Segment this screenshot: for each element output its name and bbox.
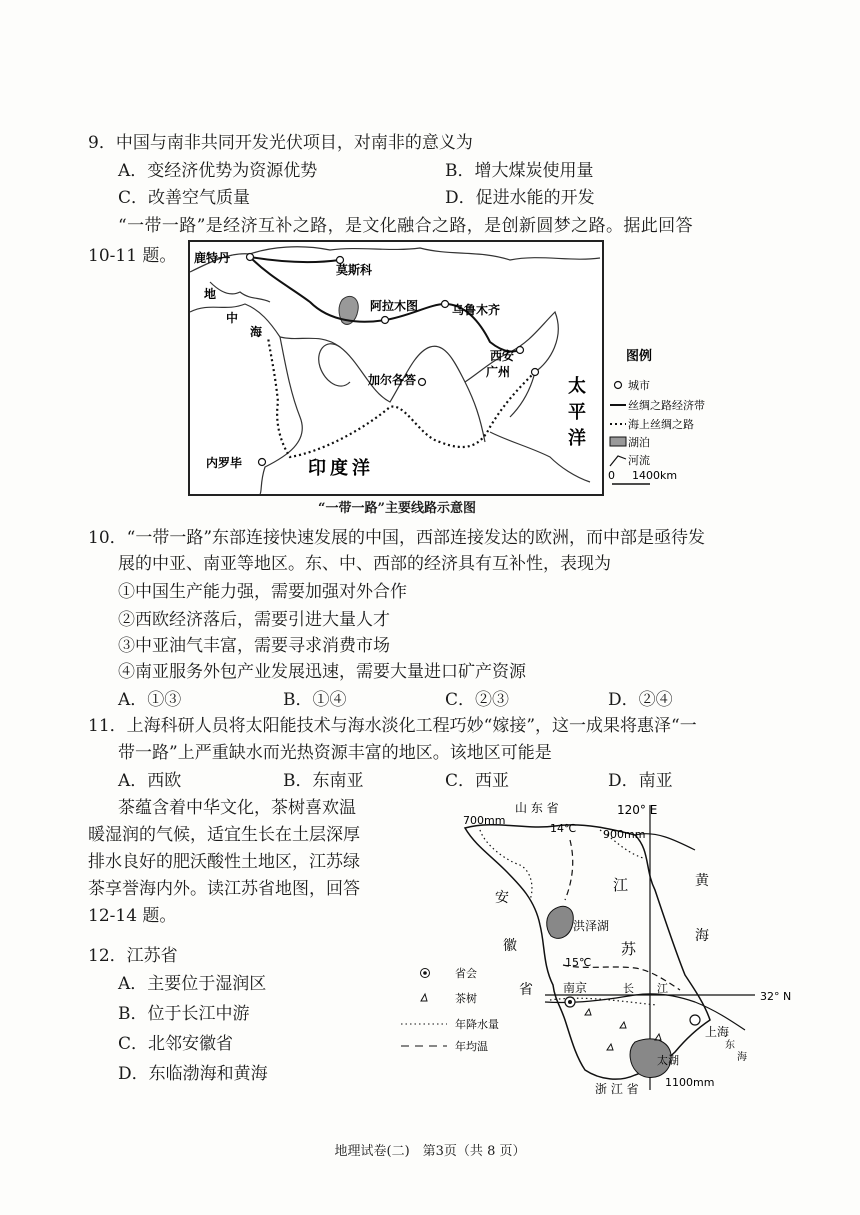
label-su: 苏 (621, 940, 637, 958)
q9-option-c: C．改善空气质量 (118, 188, 251, 208)
label-guangzhou: 广州 (486, 365, 511, 379)
q11-option-b: B．东南亚 (283, 771, 364, 791)
q10-option-b: B．①④ (283, 690, 347, 710)
legend-lake: 湖泊 (628, 436, 650, 449)
belt-road-map (188, 240, 604, 496)
q10-item-1: ①中国生产能力强，需要加强对外合作 (118, 582, 407, 602)
hongze-lake (547, 906, 574, 938)
label-taihu: 太湖 (657, 1054, 679, 1067)
q11-stem-2: 带一路”上严重缺水而光热资源丰富的地区。该地区可能是 (118, 743, 552, 763)
label-pacific-2: 平 (568, 402, 586, 423)
label-urumqi: 乌鲁木齐 (452, 303, 501, 317)
map1-caption: “一带一路”主要线路示意图 (318, 501, 476, 516)
map1-legend (606, 344, 706, 494)
q12-option-b: B．位于长江中游 (118, 1004, 250, 1024)
label-xian: 西安 (490, 349, 515, 363)
belt-road-legend (190, 242, 602, 494)
jiangsu-outline (465, 825, 710, 1079)
legend-city: 城市 (628, 379, 650, 392)
label-hui: 徽 (503, 938, 517, 954)
shanghai-icon (690, 1015, 700, 1025)
q12-option-d: D．东临渤海和黄海 (118, 1064, 268, 1084)
q10-stem-2: 展的中亚、南亚等地区。东、中、西部的经济具有互补性，表现为 (118, 554, 611, 574)
label-hai2: 海 (737, 1052, 747, 1063)
label-pacific-1: 太 (568, 376, 586, 397)
legend-tea: 茶树 (455, 992, 477, 1005)
label-an: 安 (495, 890, 509, 906)
label-zhejiang: 浙 江 省 (595, 1082, 639, 1096)
q12-option-c: C．北邻安徽省 (118, 1034, 234, 1054)
intro-12-14-line3: 排水良好的肥沃酸性土地区，江苏绿 (88, 852, 360, 872)
label-shandong: 山 东 省 (515, 801, 559, 815)
label-nanjing: 南京 (563, 981, 588, 995)
label-pacific-3: 洋 (568, 428, 586, 449)
intro-10-11-line2: 10-11 题。 (88, 246, 177, 266)
q10-item-2: ②西欧经济落后，需要引进大量人才 (118, 610, 390, 630)
q10-stem-1: 10．“一带一路”东部连接快速发展的中国，西部连接发达的欧洲，而中部是亟待发 (88, 528, 706, 548)
q10-option-c: C．②③ (445, 690, 510, 710)
legend-capital: 省会 (455, 967, 477, 980)
label-med-2: 中 (226, 311, 239, 325)
q9-option-d: D．促进水能的开发 (445, 188, 595, 208)
label-almaty: 阿拉木图 (370, 299, 419, 313)
jiangsu-map (395, 790, 795, 1100)
q10-option-a: A．①③ (118, 690, 182, 710)
intro-12-14-line2: 暖湿润的气候，适宜生长在土层深厚 (88, 825, 360, 845)
isotherm-14 (565, 840, 573, 900)
legend-precip: 年降水量 (455, 1018, 499, 1031)
q11-option-a: A．西欧 (118, 771, 182, 791)
label-14c: 14℃ (550, 822, 577, 835)
intro-10-11-line1: “一带一路”是经济互补之路，是文化融合之路，是创新圆梦之路。据此回答 (118, 216, 693, 236)
label-1100mm: 1100mm (665, 1076, 715, 1089)
label-indian-ocean: 印度洋 (308, 458, 374, 479)
label-moscow: 莫斯科 (336, 263, 373, 277)
q9-option-b: B．增大煤炭使用量 (445, 161, 594, 181)
page-footer: 地理试卷(二) 第3页（共 8 页） (334, 1144, 526, 1159)
label-shanghai: 上海 (705, 1025, 730, 1039)
legend-lake-icon (610, 437, 626, 446)
q12-option-a: A．主要位于湿润区 (118, 974, 267, 994)
q12-stem: 12．江苏省 (88, 946, 178, 966)
intro-12-14-line5: 12-14 题。 (88, 906, 177, 926)
legend-city-icon (615, 382, 622, 389)
legend-scale-km: 1400km (632, 469, 678, 482)
q10-item-3: ③中亚油气丰富，需要寻求消费市场 (118, 636, 390, 656)
label-dong: 东 (725, 1040, 735, 1051)
legend-maritime: 海上丝绸之路 (628, 418, 694, 431)
label-32n: 32° N (760, 990, 792, 1003)
label-hai: 海 (695, 928, 709, 944)
q9-stem: 9．中国与南非共同开发光伏项目，对南非的意义为 (88, 133, 473, 153)
legend-belt: 丝绸之路经济带 (628, 399, 705, 412)
intro-12-14-line1: 茶蕴含着中华文化，茶树喜欢温 (118, 798, 356, 818)
intro-12-14-line4: 茶享誉海内外。读江苏省地图，回答 (88, 879, 360, 899)
legend-temp: 年均温 (455, 1040, 488, 1053)
label-sheng: 省 (519, 982, 533, 998)
legend-river-icon (610, 456, 626, 466)
q10-option-d: D．②④ (608, 690, 673, 710)
label-900mm: 900mm (603, 828, 646, 841)
q11-option-c: C．西亚 (445, 771, 510, 791)
legend-river: 河流 (628, 454, 650, 467)
label-120e: 120° E (617, 803, 658, 817)
label-jiang2: 江 (657, 982, 668, 995)
label-med-3: 海 (250, 325, 263, 339)
label-15c: 15℃ (565, 956, 592, 969)
label-kolkata: 加尔各答 (368, 373, 417, 387)
legend-tea-icon (421, 994, 427, 1001)
q9-option-a: A．变经济优势为资源优势 (118, 161, 318, 181)
legend-title: 图例 (626, 349, 653, 364)
label-700mm: 700mm (463, 814, 506, 827)
label-jiang: 江 (613, 876, 629, 894)
legend-scale-0: 0 (608, 469, 615, 482)
label-rotterdam: 鹿特丹 (194, 251, 231, 265)
label-chang: 长 (623, 982, 634, 995)
label-hongze: 洪泽湖 (573, 919, 610, 933)
q10-item-4: ④南亚服务外包产业发展迅速，需要大量进口矿产资源 (118, 662, 526, 682)
q11-stem-1: 11．上海科研人员将太阳能技术与海水淡化工程巧妙“嫁接”，这一成果将惠泽“一 (88, 716, 697, 736)
label-med-1: 地 (204, 287, 217, 301)
q11-option-d: D．南亚 (608, 771, 673, 791)
label-nairobi: 内罗毕 (206, 456, 243, 470)
label-huang: 黄 (695, 873, 709, 889)
